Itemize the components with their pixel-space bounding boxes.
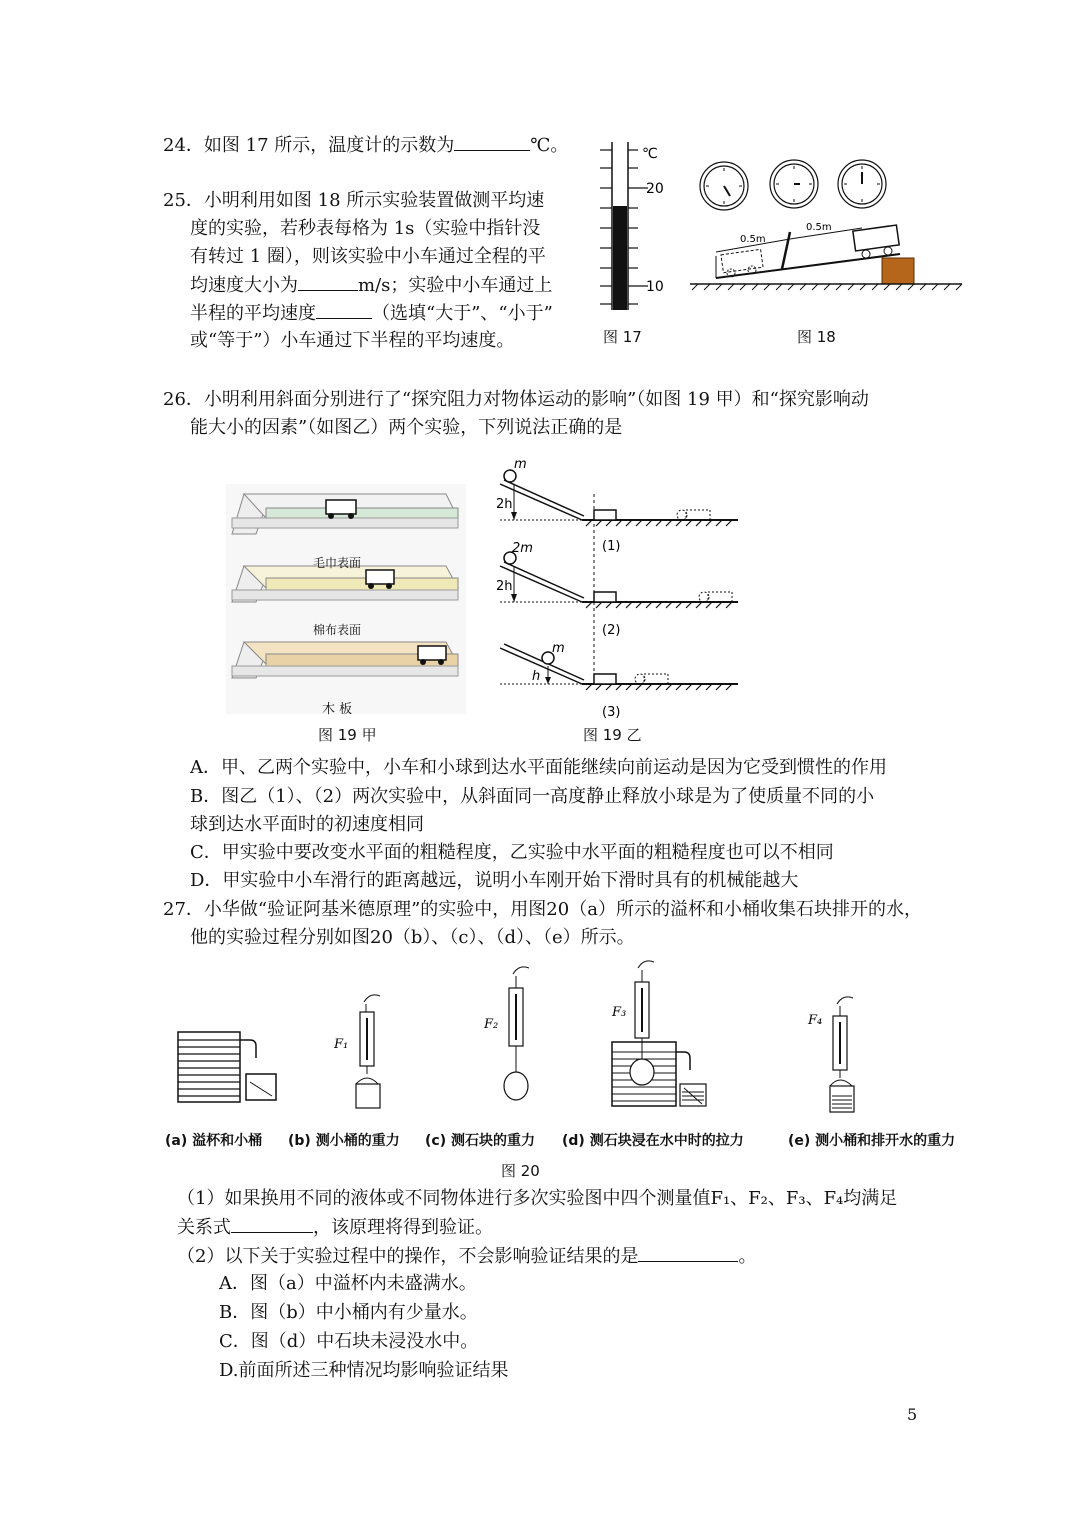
force-label-f3: F₃ xyxy=(612,1005,627,1020)
thermometer-unit: ℃ xyxy=(642,146,658,162)
q27-option-c[interactable]: C．图（d）中石块未浸没水中。 xyxy=(219,1331,479,1352)
q26-option-d[interactable]: D．甲实验中小车滑行的距离越远，说明小车刚开始下滑时具有的机械能越大 xyxy=(190,870,799,891)
fig20-sub-a: (a) 溢杯和小桶 xyxy=(165,1133,263,1149)
q26-option-c[interactable]: C．甲实验中要改变水平面的粗糙程度，乙实验中水平面的粗糙程度也可以不相同 xyxy=(190,842,834,863)
fig20-sub-d: (d) 测石块浸在水中时的拉力 xyxy=(562,1133,744,1149)
q27-part1: （1）如果换用不同的液体或不同物体进行多次实验图中四个测量值F₁、F₂、F₃、F₄均满足 xyxy=(177,1188,898,1209)
mass-label-3: m xyxy=(552,641,565,656)
case-label-2: (2) xyxy=(602,623,621,638)
spring-scale-bucket-icon xyxy=(356,995,380,1108)
mass-label-1: m xyxy=(514,457,527,472)
q27-choice-blank[interactable] xyxy=(638,1245,738,1262)
fig17-caption: 图 17 xyxy=(603,328,642,346)
q25-l4-suffix: m/s；实验中小车通过上 xyxy=(358,275,553,296)
q27-p1-suffix: ，该原理将得到验证。 xyxy=(313,1217,493,1238)
case-label-3: (3) xyxy=(602,705,621,720)
height-label-2: 2h xyxy=(496,579,513,594)
q25-l4-prefix: 均速度大小为 xyxy=(190,275,298,296)
fig19a-caption: 图 19 甲 xyxy=(318,726,377,744)
q25-line-3: 有转过 1 圈），则该实验中小车通过全程的平 xyxy=(190,246,546,267)
q25-compare-blank[interactable] xyxy=(316,302,372,319)
incline-stopwatch-figure xyxy=(686,156,966,296)
q24-text xyxy=(163,134,568,157)
q27-line-1: 27．小华做“验证阿基米德原理”的实验中，用图20（a）所示的溢杯和小桶收集石块排开的水， xyxy=(163,899,922,920)
height-label-3: h xyxy=(532,669,541,684)
distance-label-1: 0.5m xyxy=(740,234,766,245)
q27-option-a[interactable]: A．图（a）中溢杯内未盛满水。 xyxy=(219,1273,477,1294)
distance-label-2: 0.5m xyxy=(806,222,832,233)
thermometer-figure xyxy=(590,138,680,318)
fig19b-ramps xyxy=(490,456,750,726)
spring-scale-stone-icon xyxy=(504,967,529,1100)
q27-p1-prefix: 关系式 xyxy=(177,1217,231,1238)
force-label-f1: F₁ xyxy=(334,1037,349,1052)
force-label-f4: F₄ xyxy=(808,1013,823,1028)
q26-option-a[interactable]: A．甲、乙两个实验中，小车和小球到达水平面能继续向前运动是因为它受到惯性的作用 xyxy=(190,757,887,778)
spring-scale-water-bucket-icon xyxy=(830,997,854,1112)
surface-label-wood: 木 板 xyxy=(322,702,353,717)
mass-label-2: 2m xyxy=(512,541,533,556)
q25-l5-suffix: （选填“大于”、“小于” xyxy=(372,303,553,324)
q24-answer-blank[interactable] xyxy=(454,134,530,151)
q27-part1-cont xyxy=(177,1216,493,1239)
surface-label-towel: 毛巾表面 xyxy=(313,556,362,570)
fig19b-caption: 图 19 乙 xyxy=(583,726,642,744)
q25-line-4 xyxy=(190,274,552,297)
mercury-column xyxy=(613,206,627,310)
surface-label-cotton: 棉布表面 xyxy=(313,623,362,637)
stone-in-water-icon xyxy=(612,961,706,1106)
q24-unit: ℃。 xyxy=(530,135,569,156)
q26-line-1: 26．小明利用斜面分别进行了“探究阻力对物体运动的影响”（如图 19 甲）和“探究影响动 xyxy=(163,389,869,410)
q27-option-d[interactable]: D.前面所述三种情况均影响验证结果 xyxy=(219,1360,509,1381)
q27-line-2: 他的实验过程分别如图20（b）、（c）、（d）、（e）所示。 xyxy=(190,927,635,948)
q26-option-b-cont: 球到达水平面时的初速度相同 xyxy=(190,814,424,835)
q27-option-b[interactable]: B．图（b）中小桶内有少量水。 xyxy=(219,1302,478,1323)
thermometer-tick-20: 20 xyxy=(646,181,664,197)
q25-speed-blank[interactable] xyxy=(298,274,358,291)
fig20-sub-e: (e) 测小桶和排开水的重力 xyxy=(788,1133,956,1149)
q27-relation-blank[interactable] xyxy=(231,1216,313,1233)
overflow-cup-icon xyxy=(178,1032,276,1102)
q26-option-b[interactable]: B．图乙（1）、（2）两次实验中，从斜面同一高度静止释放小球是为了使质量不同的小 xyxy=(190,786,875,807)
fig20-apparatus xyxy=(170,960,890,1130)
case-label-1: (1) xyxy=(602,539,621,554)
q27-p2-stem: （2）以下关于实验过程中的操作，不会影响验证结果的是 xyxy=(177,1246,639,1267)
q25-line-5 xyxy=(190,302,553,325)
q25-l5-prefix: 半程的平均速度 xyxy=(190,303,316,324)
q27-part2 xyxy=(177,1245,756,1268)
q25-line-6: 或“等于”）小车通过下半程的平均速度。 xyxy=(190,330,515,351)
fig20-sub-c: (c) 测石块的重力 xyxy=(425,1133,535,1149)
height-label-1: 2h xyxy=(496,497,513,512)
q25-line-1: 25．小明利用如图 18 所示实验装置做测平均速 xyxy=(163,190,545,211)
force-label-f2: F₂ xyxy=(484,1017,499,1032)
fig20-sub-b: (b) 测小桶的重力 xyxy=(288,1133,400,1149)
q27-p2-end: 。 xyxy=(738,1246,757,1267)
q24-stem: 24．如图 17 所示，温度计的示数为 xyxy=(163,135,455,156)
fig19a-surfaces xyxy=(226,484,466,714)
fig18-caption: 图 18 xyxy=(797,328,836,346)
q26-line-2: 能大小的因素”（如图乙）两个实验，下列说法正确的是 xyxy=(190,417,623,438)
page-number: 5 xyxy=(907,1405,918,1424)
thermometer-tick-10: 10 xyxy=(646,279,664,295)
fig20-caption: 图 20 xyxy=(501,1162,540,1180)
q25-line-2: 度的实验，若秒表每格为 1s（实验中指针没 xyxy=(190,218,541,239)
